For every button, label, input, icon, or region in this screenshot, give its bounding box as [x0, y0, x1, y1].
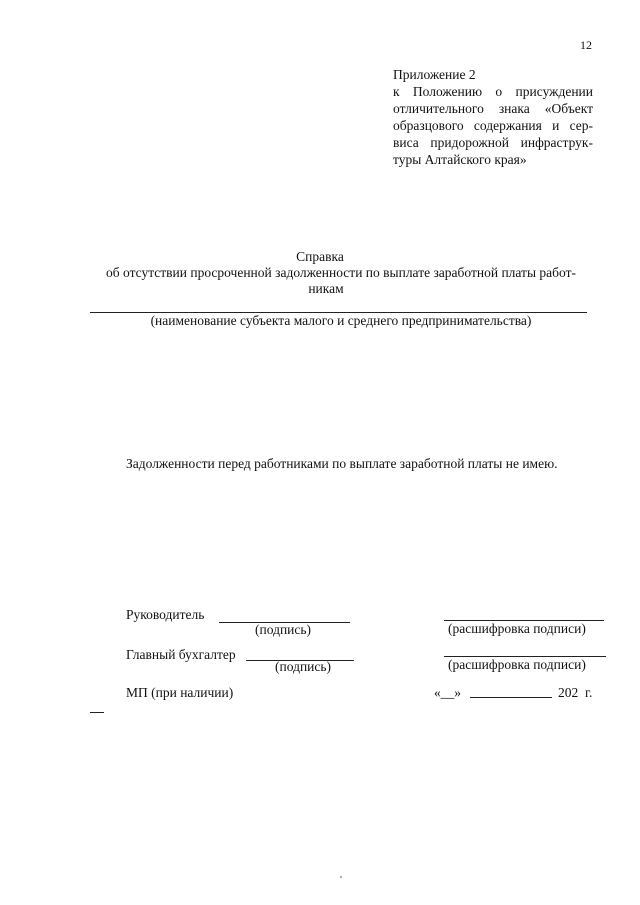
accountant-signature-caption: (подпись) [275, 659, 332, 674]
document-subtitle: об отсутствии просроченной задолженности по выплате заработной платы работ- [106, 265, 576, 280]
appendix-line: туры Алтайского края» [393, 152, 527, 167]
date-month-line [470, 697, 552, 698]
director-label: Руководитель [126, 607, 205, 622]
margin-dash-mark [90, 712, 104, 713]
scan-dot [340, 876, 342, 878]
accountant-label: Главный бухгалтер [126, 647, 236, 662]
appendix-block [393, 66, 593, 168]
appendix-line: образцового содержания и сер- [393, 118, 593, 133]
appendix-line: Приложение 2 [393, 67, 476, 82]
director-signature-caption: (подпись) [255, 622, 312, 637]
entity-name-caption: (наименование субъекта малого и среднего предпринимательства) [150, 313, 532, 328]
accountant-decode-caption: (расшифровка подписи) [448, 657, 586, 672]
date-year-suffix: г. [585, 685, 593, 700]
date-year: 202 [558, 685, 579, 700]
date-day: «__» [434, 685, 461, 700]
page-number: 12 [580, 38, 592, 52]
appendix-line: виса придорожной инфраструк- [393, 135, 593, 150]
appendix-line: к Положению о присуждении [393, 84, 593, 99]
document-subtitle-continuation: никам [308, 281, 344, 296]
appendix-line: отличительного знака «Объект [393, 101, 593, 116]
document-title: Справка [296, 249, 344, 264]
director-decode-caption: (расшифровка подписи) [448, 621, 586, 636]
stamp-label: МП (при наличии) [126, 685, 234, 700]
statement-text: Задолженности перед работниками по выплате заработной платы не имею. [126, 456, 558, 471]
